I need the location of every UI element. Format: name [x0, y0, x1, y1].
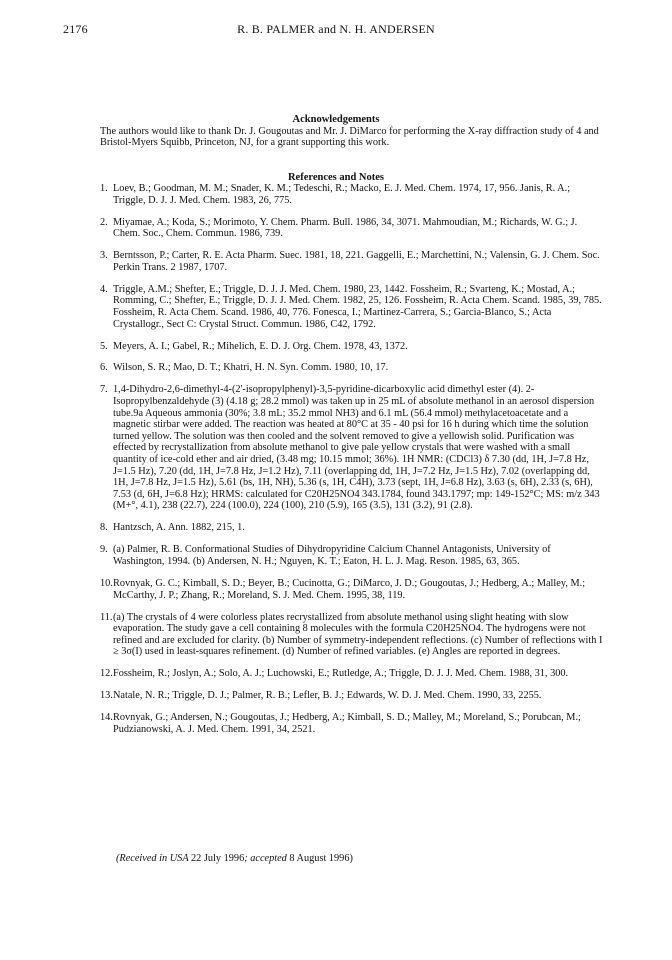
reference-item — [100, 183, 603, 206]
received-label: (Received in USA — [116, 853, 189, 864]
reference-number: 4. — [100, 283, 108, 295]
references-list — [100, 183, 603, 746]
reference-text: Fossheim, R.; Joslyn, A.; Solo, A. J.; Luchowski, E.; Rutledge, A.; Triggle, D. J. J. Med. Chem. 1988, 31, 300. — [113, 668, 569, 680]
reference-number: 6. — [100, 362, 108, 374]
accepted-date: 8 August 1996) — [289, 853, 353, 864]
reference-item — [100, 384, 603, 512]
reference-number: 2. — [100, 216, 108, 228]
page-header — [0, 22, 672, 38]
reference-item — [100, 612, 603, 658]
reference-text: Natale, N. R.; Triggle, D. J.; Palmer, R. B.; Lefler, B. J.; Edwards, W. D. J. Med. Chem. 1990, 33, 2255. — [113, 690, 542, 702]
reference-item — [100, 522, 603, 534]
reference-item — [100, 668, 603, 680]
reference-item — [100, 544, 603, 567]
reference-number: 13. — [100, 690, 113, 702]
reference-item — [100, 362, 603, 374]
received-note — [116, 853, 353, 864]
reference-number: 10. — [100, 577, 113, 589]
reference-text: Rovnyak, G.; Andersen, N.; Gougoutas, J.; Hedberg, A.; Kimball, S. D.; Malley, M.; Moreland, S.; Porubcan, M.; Pudzianowski, A. J. Med. Chem. 1991, 34, 2521. — [113, 712, 581, 735]
reference-text: Meyers, A. I.; Gabel, R.; Mihelich, E. D. J. Org. Chem. 1978, 43, 1372. — [113, 340, 408, 352]
page-number: 2176 — [63, 22, 88, 36]
received-date: 22 July 1996 — [191, 853, 245, 864]
references-title: References and Notes — [287, 172, 385, 183]
reference-number: 14. — [100, 712, 113, 724]
acknowledgements-body: The authors would like to thank Dr. J. Gougoutas and Mr. J. DiMarco for performing the X-ray diffraction study of 4 and Bristol-Myers Squibb, Princeton, NJ, for a grant supporting this work. — [100, 126, 599, 149]
reference-text: Berntsson, P.; Carter, R. E. Acta Pharm. Suec. 1981, 18, 221. Gaggelli, E.; Marchettini, N.; Valensin, G. J. Chem. Soc. Perkin Trans. 2 1987, 1707. — [113, 250, 600, 273]
reference-text: (a) Palmer, R. B. Conformational Studies of Dihydropyridine Calcium Channel Antagonists, University of Washington, 1994. (b) Andersen, N. H.; Nguyen, K. T.; Eaton, H. L. J. Mag. Reson. 1985, 63, 365. — [113, 544, 551, 567]
accepted-label: ; accepted — [244, 853, 287, 864]
reference-item — [100, 284, 603, 330]
reference-text: Triggle, A.M.; Shefter, E.; Triggle, D. J. J. Med. Chem. 1980, 23, 1442. Fossheim, R.; Svarteng, K.; Mostad, A.; Romming, C.; Shefter, E.; Triggle, D. J. J. Med. Chem. 1982, 25, 126. Fossheim, R. Acta Chem. Scand. 1985, 39, 785. Fossheim, R. Acta Chem. Scand. 1986, 40, 776. Fonesca, I.; Martinez-Carrera, S.; Garcia-Blanco, S.; Acta Crystallogr., Sect C: Crystal Struct. Commun. 1986, C42, 1792. — [113, 283, 602, 330]
reference-number: 8. — [100, 522, 108, 534]
reference-item — [100, 690, 603, 702]
reference-number: 1. — [100, 183, 108, 194]
reference-item — [100, 250, 603, 273]
reference-number: 5. — [100, 340, 108, 352]
reference-item — [100, 217, 603, 240]
reference-text: Miyamae, A.; Koda, S.; Morimoto, Y. Chem. Pharm. Bull. 1986, 34, 3071. Mahmoudian, M.; Richards, W. G.; J. Chem. Soc., Chem. Commun. 1986, 739. — [113, 216, 578, 240]
reference-number: 9. — [100, 544, 108, 556]
reference-item — [100, 578, 603, 601]
acknowledgements-title: Acknowledgements — [292, 114, 380, 125]
reference-number: 11. — [100, 611, 113, 623]
reference-item — [100, 341, 603, 353]
reference-text: Loev, B.; Goodman, M. M.; Snader, K. M.; Tedeschi, R.; Macko, E. J. Med. Chem. 1974, 17, 956. Janis, R. A.; Triggle, D. J. J. Med. Chem. 1983, 26, 775. — [113, 183, 571, 206]
reference-number: 3. — [100, 250, 108, 262]
reference-text: (a) The crystals of 4 were colorless plates recrystallized from absolute methanol using slight heating with slow evaporation. The study gave a cell containing 8 molecules with the formula C20H25NO4. The hydrogens were not refined and are excluded for clarity. (b) Number of symmetry-independent reflections. (c) Number of reflections with I ≥ 3σ(I) used in least-squares refinement. (d) Number of refined variables. (e) Angles are reported in degrees. — [113, 611, 603, 658]
reference-text: 1,4-Dihydro-2,6-dimethyl-4-(2'-isopropylphenyl)-3,5-pyridine-dicarboxylic acid dimethyl ester (4). 2-Isopropylbenzaldehyde (3) (4.18 g; 28.2 mmol) was taken up in 25 mL of absolute methanol in an aerosol dispersion tube.9a Aqueous ammonia (30%; 3.8 mL; 35.2 mmol NH3) and 6.1 mL (56.4 mmol) methylacetoacetate and a magnetic stirbar were added. The reaction was heated at 80°C at 35 - 40 psi for 16 h during which time the solution turned yellow. The solution was then cooled and the solvent removed to give a yellowish solid. Purification was effected by recrystallization from absolute methanol to give pale yellow crystals that were washed with a small quantity of ice-cold ether and air dried, (3.48 mg; 10.15 mmol; 36%). 1H NMR: (CDCl3) δ 7.30 (dd, 1H, J=7.8 Hz, J=1.5 Hz), 7.20 (dd, 1H, J=7.8 Hz, J=1.2 Hz), 7.11 (overlapping dd, 1H, J=7.2 Hz, J=1.5 Hz), 7.02 (overlapping dd, 1H, J=7.8 Hz, J=1.5 Hz), 5.61 (bs, 1H, NH), 5.36 (s, 1H, C4H), 3.73 (sept, 1H, J=6.8 Hz), 3.63 (s, 6H), 2.33 (s, 6H), 7.53 (d, 6H, J=6.8 Hz); HRMS: calculated for C20H25NO4 343.1784, found 343.1797; mp: 149-152°C; MS: m/z 343 (M+°, 4.1), 238 (22.7), 224 (100.0), 224 (100), 210 (5.9), 165 (3.5), 131 (3.2), 91 (2.8). — [113, 384, 600, 512]
reference-text: Rovnyak, G. C.; Kimball, S. D.; Beyer, B.; Cucinotta, G.; DiMarco, J. D.; Gougoutas, J.; Hedberg, A.; Malley, M.; McCarthy, J. P.; Zhang, R.; Moreland, S. J. Med. Chem. 1995, 38, 119. — [113, 577, 586, 601]
reference-text: Wilson, S. R.; Mao, D. T.; Khatri, H. N. Syn. Comm. 1980, 10, 17. — [113, 362, 389, 374]
reference-text: Hantzsch, A. Ann. 1882, 215, 1. — [113, 522, 245, 534]
reference-number: 12. — [100, 668, 113, 680]
reference-number: 7. — [100, 384, 108, 396]
reference-item — [100, 712, 603, 735]
running-head: R. B. PALMER and N. H. ANDERSEN — [237, 22, 435, 36]
